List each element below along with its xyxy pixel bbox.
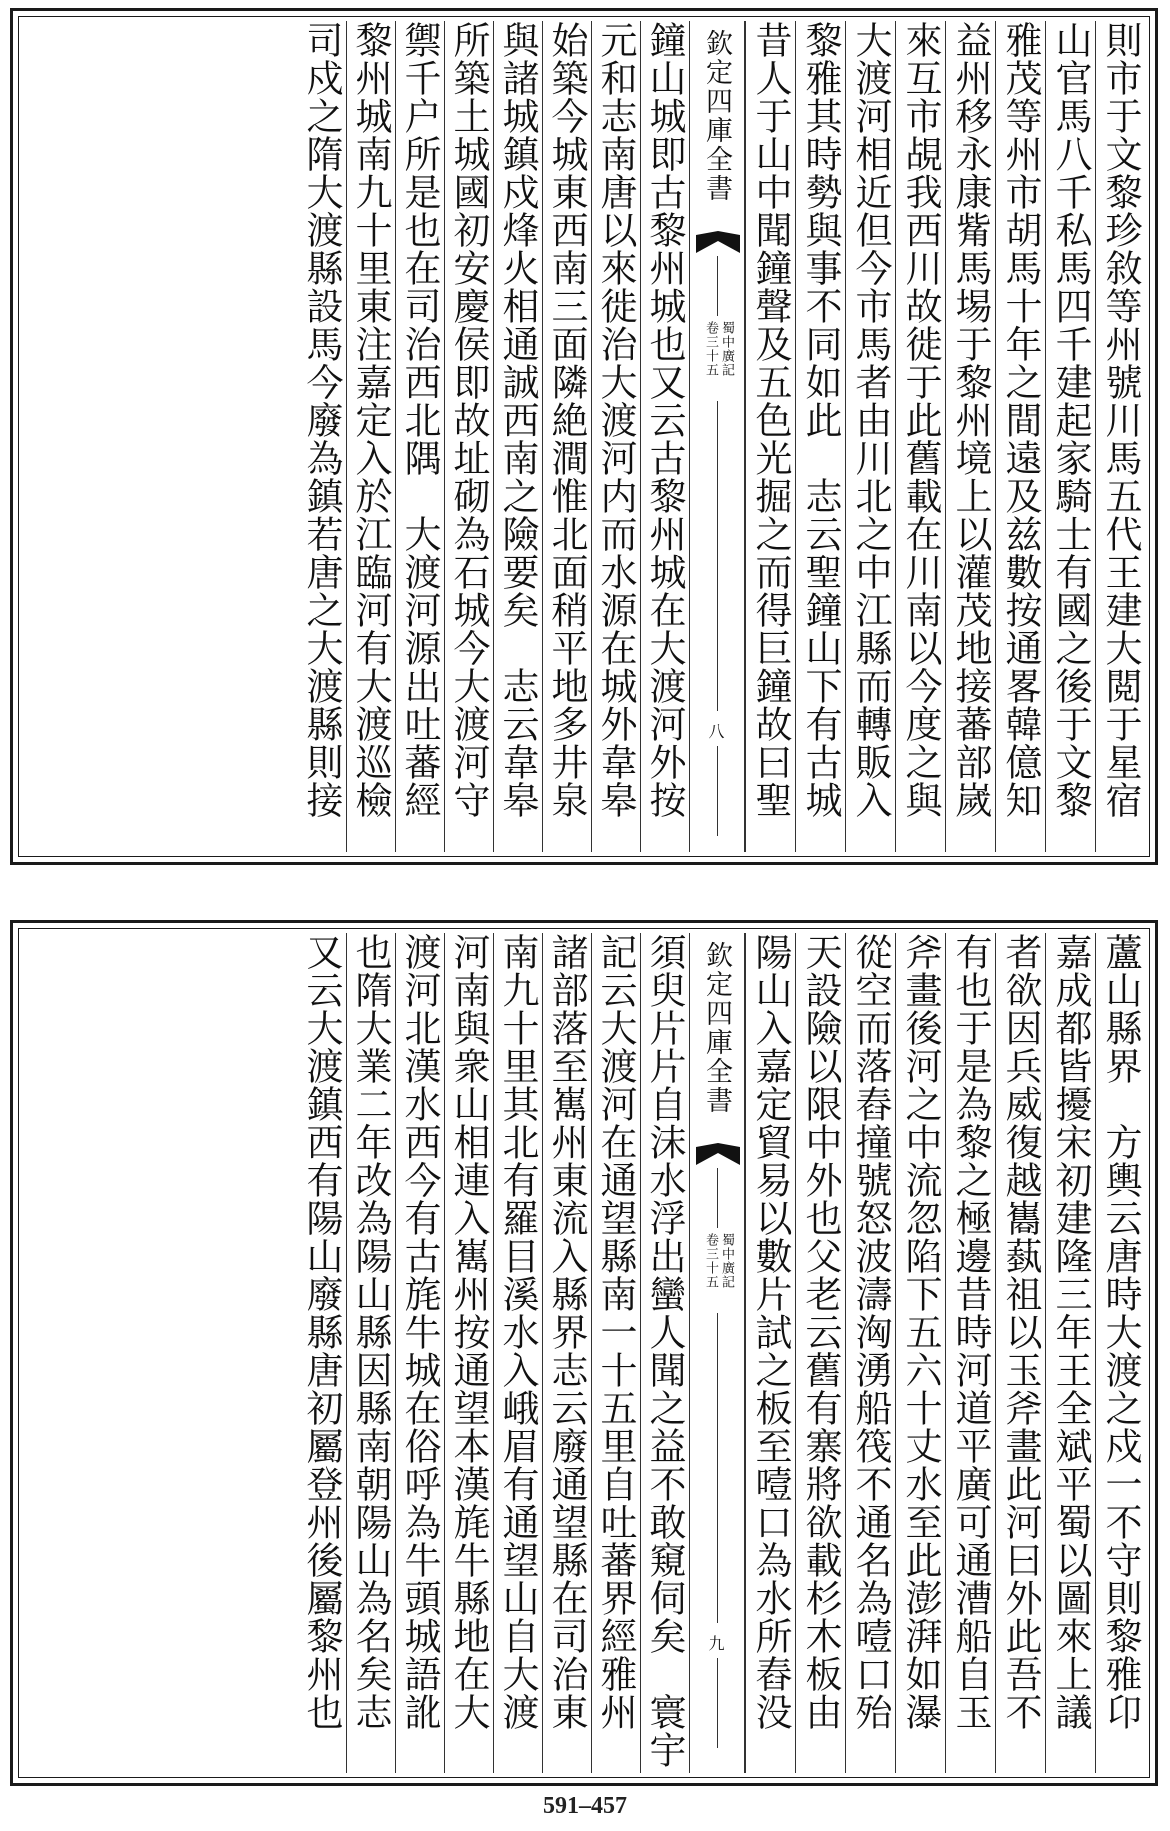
text-column: 禦千户所是也在司治西北隅 大渡河源出吐蕃經 bbox=[395, 21, 444, 852]
text-column: 來互市覘我西川故徙于此舊載在川南以今度之與 bbox=[895, 21, 945, 852]
text-column: 山官馬八千私馬四千建起家騎士有國之後于文黎 bbox=[1045, 21, 1095, 852]
fold-line bbox=[717, 1313, 718, 1623]
collection-title: 欽定四庫全書 bbox=[701, 941, 732, 1115]
text-column: 與諸城鎮戍烽火相通誠西南之險要矣 志云韋皋 bbox=[493, 21, 542, 852]
text-column: 又云大渡鎮西有陽山廢縣唐初屬登州後屬黎州也 bbox=[300, 933, 343, 1731]
upper-text-block bbox=[23, 21, 1145, 852]
volume-label: 卷三十五 bbox=[703, 1233, 718, 1289]
text-column: 渡河北漢水西今有古旄牛城在俗呼為牛頭城語訛 bbox=[395, 933, 444, 1773]
text-column: 有也于是為黎之極邊昔時河道平廣可通漕船自玉 bbox=[945, 933, 995, 1773]
text-column: 黎雅其時勢與事不同如此 志云聖鐘山下有古城 bbox=[795, 21, 845, 852]
text-column: 天設險以限中外也父老云舊有寨將欲載杉木板由 bbox=[795, 933, 845, 1773]
fish-tail-mark-icon bbox=[696, 1143, 740, 1165]
text-column: 陽山入嘉定貿易以數片試之板至噎口為水所舂没 bbox=[745, 933, 795, 1773]
text-column: 南九十里其北有羅目溪水入峨眉有通望山自大渡 bbox=[493, 933, 542, 1773]
text-column: 元和志南唐以來徙治大渡河内而水源在城外韋皋 bbox=[591, 21, 640, 852]
text-column: 記云大渡河在通望縣南一十五里自吐蕃界經雅州 bbox=[591, 933, 640, 1773]
text-column: 鐘山城即古黎州城也又云古黎州城在大渡河外按 bbox=[640, 21, 689, 852]
text-column: 嘉成都皆擾宋初建隆三年王全斌平蜀以圖來上議 bbox=[1045, 933, 1095, 1773]
fold-line bbox=[717, 401, 718, 711]
text-column: 者欲因兵威復越巂蓺祖以玉斧畫此河曰外此吾不 bbox=[995, 933, 1045, 1773]
text-column: 斧畫後河之中流忽陷下五六十丈水至此澎湃如瀑 bbox=[895, 933, 945, 1773]
fold-line bbox=[717, 1658, 718, 1748]
fold-line bbox=[717, 256, 718, 316]
book-title: 蜀中廣記 bbox=[719, 1233, 734, 1289]
text-column: 諸部落至嶲州東流入縣界志云廢通望縣在司治東 bbox=[542, 933, 591, 1773]
leaf-number: 八 bbox=[708, 722, 726, 741]
text-column: 始築今城東西南三面隣絶澗惟北面稍平地多井泉 bbox=[542, 21, 591, 852]
text-column: 昔人于山中聞鐘聲及五色光掘之而得巨鐘故曰聖 bbox=[745, 21, 795, 852]
text-column: 河南與衆山相連入嶲州按通望本漢旄牛縣地在大 bbox=[444, 933, 493, 1773]
text-column: 司戍之隋大渡縣設馬今廢為鎮若唐之大渡縣則接 bbox=[300, 21, 343, 819]
lower-text-block bbox=[23, 933, 1145, 1773]
fold-line bbox=[717, 1168, 718, 1228]
text-column: 益州移永康觜馬埸于黎州境上以灌茂地接蕃部嵗 bbox=[945, 21, 995, 852]
footer-page-number: 591–457 bbox=[543, 1793, 627, 1819]
collection-title: 欽定四庫全書 bbox=[701, 29, 732, 203]
upper-page bbox=[10, 8, 1158, 865]
lower-page bbox=[10, 920, 1158, 1786]
text-column: 黎州城南九十里東注嘉定入於江臨河有大渡巡檢 bbox=[346, 21, 395, 852]
text-column: 雅茂等州市胡馬十年之間遠及兹數按通畧韓億知 bbox=[995, 21, 1045, 852]
text-column: 大渡河相近但今市馬者由川北之中江縣而轉販入 bbox=[845, 21, 895, 852]
text-column: 須臾片片自沫水浮出蠻人聞之益不敢窺伺矣 寰宇 bbox=[640, 933, 689, 1773]
book-title: 蜀中廣記 bbox=[719, 321, 734, 377]
text-column: 蘆山縣界 方輿云唐時大渡之戍一不守則黎雅卬 bbox=[1095, 933, 1145, 1773]
text-column: 也隋大業二年改為陽山縣因縣南朝陽山為名矣志 bbox=[346, 933, 395, 1773]
center-fold-strip bbox=[689, 21, 745, 852]
leaf-number: 九 bbox=[708, 1634, 726, 1653]
text-column: 所築土城國初安慶侯即故址砌為石城今大渡河守 bbox=[444, 21, 493, 852]
text-column: 則市于文黎珍敘等州號川馬五代王建大閲于星宿 bbox=[1095, 21, 1145, 852]
fold-line bbox=[717, 746, 718, 836]
fish-tail-mark-icon bbox=[696, 231, 740, 253]
volume-label: 卷三十五 bbox=[703, 321, 718, 377]
center-fold-strip bbox=[689, 933, 745, 1773]
text-column: 從空而落舂撞號怒波濤洶湧船筏不通名為噎口殆 bbox=[845, 933, 895, 1773]
